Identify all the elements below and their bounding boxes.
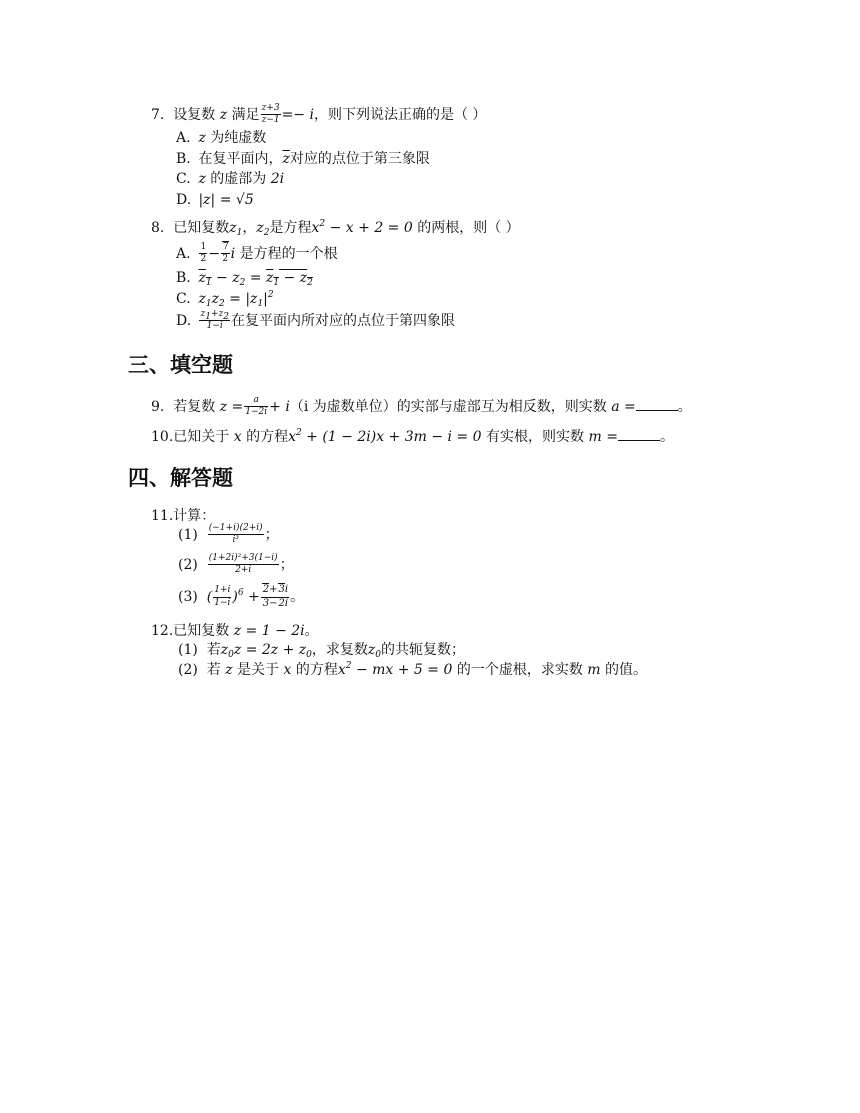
q12-part1-pre: 若 <box>206 642 221 658</box>
q7-option-c-text: 的虚部为 <box>210 171 267 187</box>
q10-prefix: 已知关于 <box>173 429 230 445</box>
q9-number: 9. <box>151 398 165 415</box>
q12-part2-label: (2) <box>178 662 198 678</box>
q7-stem-suffix: ，则下列说法正确的是（ ） <box>313 106 487 123</box>
q11-part2 <box>178 554 294 576</box>
q9-answer-blank[interactable] <box>636 398 678 411</box>
q12-part1: (1) 若$z_0z = 2z + z_0$，求复数$z_0$的共轭复数； <box>178 642 466 660</box>
q12-stem-prefix: 已知复数 <box>173 623 230 639</box>
q11-part2-den: 2+i <box>235 565 252 576</box>
q12-stem-end: 。 <box>304 623 319 639</box>
q8-option-a: A. $\frac{1}{2}$ − $\frac{7}{2}$ i 是方程的一个根 <box>176 242 338 265</box>
q12-part1-post: 的共轭复数； <box>381 642 466 658</box>
q12-part2-mid3: 的一个虚根，求实数 <box>456 662 583 678</box>
q11-part3-end: 。 <box>290 589 305 605</box>
q11-part1-end: ； <box>264 526 279 543</box>
q12-part1-mid: ，求复数 <box>311 642 368 658</box>
q10-number: 10. <box>151 429 174 445</box>
q7-option-d-label: D. <box>176 192 192 208</box>
q7-equals: =− i <box>281 106 314 123</box>
q11-part2-label: (2) <box>178 556 198 573</box>
q7-satisfy: 满足 <box>231 106 260 123</box>
q12-stem: 12.已知复数 z = 1 − 2i。 <box>151 623 319 639</box>
q7-option-c: C. z 的虚部为 2i <box>176 171 285 187</box>
q7-option-b: B. 在复平面内，$\overline{z}$对应的点位于第三象限 <box>176 151 430 167</box>
q9-suffix: 。 <box>677 398 692 415</box>
q7-frac-num: z+3 <box>261 104 281 115</box>
q7-option-a-text: 为纯虚数 <box>210 130 267 146</box>
q9-paren: （i 为虚数单位）的实部与虚部互为相反数，则实数 <box>289 398 607 415</box>
q9-frac-den: 1−2i <box>245 407 268 418</box>
q8-option-b-label: B. <box>176 270 191 286</box>
q8-option-c: C. $z_1z_2 = |z_1|^2$ <box>176 290 274 309</box>
q11-number: 11. <box>151 508 174 524</box>
q11-title: 计算： <box>173 508 216 524</box>
q11-part1 <box>178 524 279 546</box>
q7-fraction <box>261 104 281 126</box>
q9-frac-num: a <box>244 396 268 407</box>
q7-option-a-label: A. <box>176 130 191 146</box>
section4-title: 四、解答题 <box>128 466 233 490</box>
q10-tail: 有实根，则实数 <box>486 429 585 445</box>
q12-part2-pre: 若 <box>206 662 221 678</box>
q10-mid: 的方程 <box>246 429 289 445</box>
q12-number: 12. <box>151 623 174 639</box>
q7-option-b-label: B. <box>176 151 191 167</box>
q7-stem-prefix: 设复数 <box>173 106 216 123</box>
q9-stem: 9. 若复数 z = $\frac{a}{1-2i}$ + i（i 为虚数单位）的实部与虚部互为相反数，则实数 a = 。 <box>151 395 692 418</box>
q7-option-d <box>176 192 254 209</box>
q11-part3-label: (3) <box>178 589 198 605</box>
section3-title: 三、填空题 <box>128 353 233 377</box>
q12-part2-mid1: 是关于 <box>237 662 280 678</box>
q11-part1-den: i³ <box>232 535 239 546</box>
q12-part2-mid2: 的方程 <box>295 662 338 678</box>
q12-part2: (2) 若 z 是关于 x 的方程$x^2$ − mx + 5 = 0 的一个虚根，求实数 m 的值。 <box>178 661 648 678</box>
q8-stem-prefix: 已知复数 <box>173 220 230 236</box>
q8-option-d: D. $\frac{z_1+z_2}{1-i}$ 在复平面内所对应的点位于第四象限 <box>176 309 455 332</box>
q7-frac-den: z−1 <box>261 115 280 126</box>
q10-answer-blank[interactable] <box>618 428 660 441</box>
q12-part1-label: (1) <box>178 642 198 658</box>
q11-part1-num: (−1+i)(2+i) <box>208 524 264 535</box>
q9-prefix: 若复数 <box>173 398 216 415</box>
q8-option-a-text: 是方程的一个根 <box>239 245 338 262</box>
q7-option-b-pre: 在复平面内， <box>198 151 283 167</box>
q8-option-d-text: 在复平面内所对应的点位于第四象限 <box>230 312 455 329</box>
q7-stem <box>151 104 486 126</box>
q8-option-b: B. $z_1 - z_2 = z_1 - z_2$ <box>176 270 313 288</box>
q7-option-b-post: 对应的点位于第三象限 <box>289 151 430 167</box>
q11-part1-label: (1) <box>178 526 198 543</box>
q8-option-a-label: A. <box>176 245 191 262</box>
q11-part2-end: ； <box>279 556 294 573</box>
q10-suffix: 。 <box>659 429 674 445</box>
q8-option-c-label: C. <box>176 291 191 307</box>
q7-option-c-label: C. <box>176 171 191 187</box>
q11-part3: (3) ( $\frac{1+i}{1-i}$ )$^6$ + $\frac{2+3i}{3-2i}$ 。 <box>178 584 305 609</box>
q7-var-z: z <box>219 106 228 123</box>
q7-option-a: A. z 为纯虚数 <box>176 130 267 146</box>
q7-option-d-text: |z| = √5 <box>198 192 254 208</box>
q11-stem <box>151 508 215 525</box>
q11-part2-num: (1+2i)²+3(1−i) <box>208 554 279 565</box>
q8-stem-suffix: 的两根，则（ ） <box>417 220 520 236</box>
q8-stem-mid: 是方程 <box>269 220 312 236</box>
q8-number: 8. <box>151 220 165 236</box>
q8-stem: 8. 已知复数$z_1$，$z_2$是方程$x^2 - x + 2 = 0$ 的两根，则（ ） <box>151 219 520 238</box>
q8-option-d-label: D. <box>176 312 192 329</box>
q7-number: 7. <box>151 106 165 123</box>
q12-part2-post: 的值。 <box>605 662 648 678</box>
q10-stem: 10.已知关于 x 的方程$x^2 + (1 - 2i)x + 3m - i = 0$ 有实根，则实数 m = 。 <box>151 428 674 445</box>
